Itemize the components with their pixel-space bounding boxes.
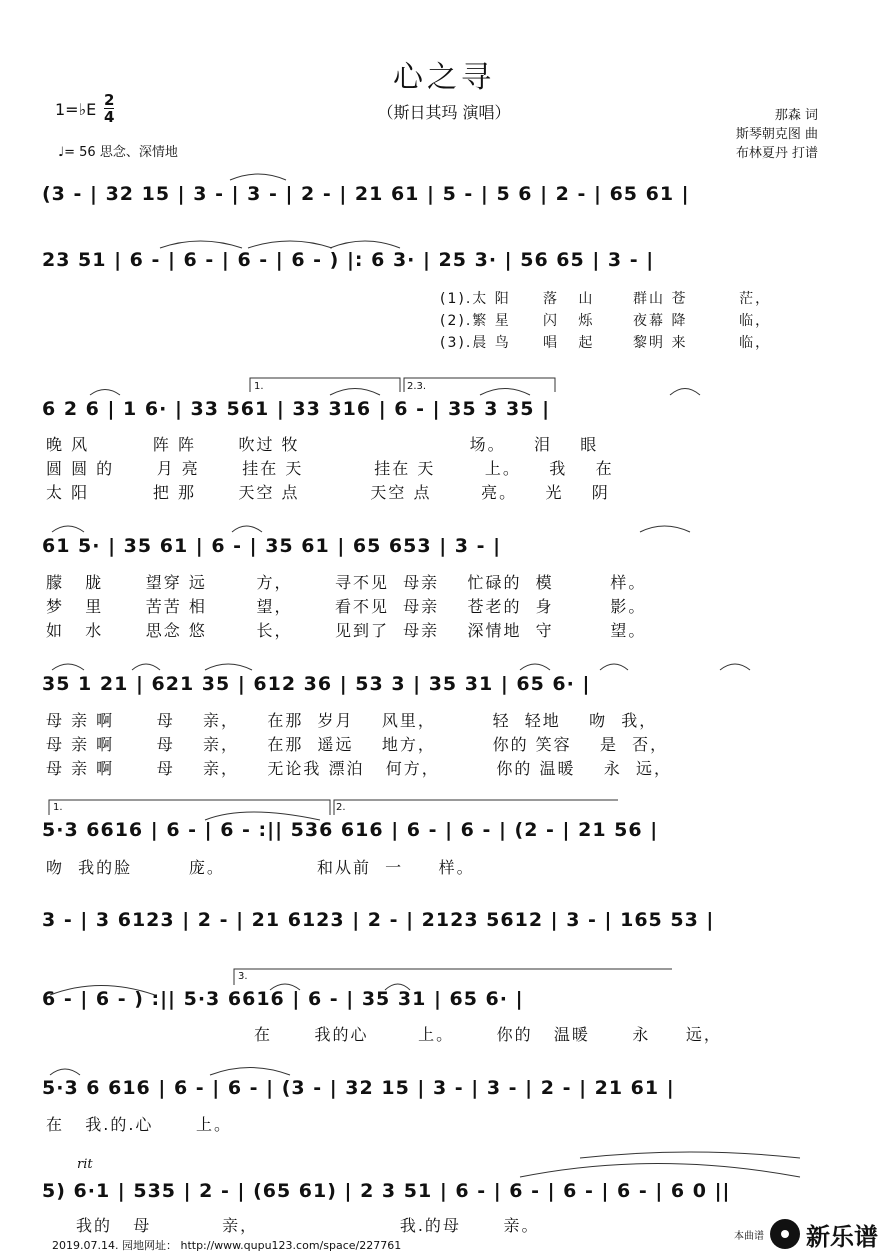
slur (210, 1068, 290, 1076)
slur (50, 986, 155, 996)
notation-row-1: (3 - | 32 15 | 3 - | 3 - | 2 - | 21 61 | 5 - | 5 6 | 2 - | 65 61 | (42, 183, 690, 205)
lyric-row-4-verse-2: 梦 里 苦苦 相 望， 看不见 母亲 苍老的 身 影。 (46, 597, 647, 616)
slur (205, 812, 320, 820)
slur (600, 664, 628, 670)
slur (50, 1069, 80, 1075)
slur (90, 390, 120, 396)
slur (330, 389, 380, 396)
volta-bracket-1 (250, 378, 555, 392)
slur (52, 664, 84, 670)
logo-caption: 本曲谱 (734, 1230, 764, 1242)
lyricist-credit: 那森 词 (774, 108, 818, 123)
lyric-row-5-verse-1: 母 亲 啊 母 亲， 在那 岁月 风里， 轻 轻地 吻 我， (46, 711, 658, 730)
slur (248, 241, 332, 248)
lyric-row-5-verse-2: 母 亲 啊 母 亲， 在那 遥远 地方， 你的 笑容 是 否， (46, 735, 669, 754)
key-signature: 1=♭E (55, 100, 97, 119)
notation-row-8: 6 - | 6 - ) :|| 5·3 6616 | 6 - | 35 31 | 65 6· | (42, 988, 524, 1010)
meter-top: 2 (104, 91, 115, 109)
lyric-row-3-verse-1: 晚 风 阵 阵 吹过 牧 场。 泪 眼 (46, 435, 599, 454)
site-logo (734, 1216, 878, 1252)
slur (385, 984, 410, 990)
song-title: 心之寻 (393, 60, 495, 95)
footer-website[interactable]: 2019.07.14. 园地网址： http://www.qupu123.com/space/227761 (52, 1239, 402, 1252)
slur (330, 241, 400, 248)
volta-bracket-2 (49, 800, 618, 815)
slur (132, 664, 160, 670)
slur (205, 664, 252, 670)
lyric-row-3-verse-2: 圆 圆 的 月 亮 挂在 天 挂在 天 上。 我 在 (46, 459, 614, 478)
lyric-row-3-verse-3: 太 阳 把 那 天空 点 天空 点 亮。 光 阴 (46, 483, 610, 502)
volta-second-ending-a: 2.3. (407, 381, 427, 392)
ritardando-marking: rit (77, 1157, 93, 1172)
slur (720, 664, 750, 670)
performer-subtitle: （斯日其玛 演唱） (377, 103, 511, 122)
lyric-intro-verse-2: (2).繁 星 闪 烁 夜幕 降 临， (440, 313, 772, 329)
volta-second-ending-b: 2. (336, 802, 346, 813)
lyric-row-10: 我的 母 亲， 我.的母 亲。 (76, 1216, 540, 1235)
notation-row-7: 3 - | 3 6123 | 2 - | 21 6123 | 2 - | 2123 5612 | 3 - | 165 53 | (42, 909, 715, 931)
slur (580, 1152, 800, 1158)
lyric-row-5-verse-3: 母 亲 啊 母 亲， 无论我 漂泊 何方， 你的 温暖 永 远， (46, 759, 673, 778)
slur (160, 241, 242, 248)
notation-row-2: 23 51 | 6 - | 6 - | 6 - | 6 - ) |: 6 3· | 25 3· | 56 65 | 3 - | (42, 249, 655, 271)
notation-row-3: 6 2 6 | 1 6· | 33 561 | 33 316 | 6 - | 35 3 35 | (42, 398, 551, 420)
volta-first-ending-a: 1. (254, 381, 264, 392)
slur (640, 526, 690, 532)
lyric-row-4-verse-1: 朦 胧 望穿 远 方， 寻不见 母亲 忙碌的 模 样。 (46, 573, 647, 592)
lyric-intro-verse-1: (1).太 阳 落 山 群山 苍 茫， (440, 291, 772, 307)
record-icon (770, 1219, 800, 1249)
slur (520, 664, 550, 670)
logo-text: 新乐谱 (806, 1222, 878, 1251)
lyric-row-4-verse-3: 如 水 思念 悠 长， 见到了 母亲 深情地 守 望。 (46, 621, 647, 640)
lyric-intro-verse-3: (3).晨 鸟 唱 起 黎明 来 临， (440, 335, 772, 351)
tempo-marking: ♩= 56 思念、深情地 (58, 145, 178, 160)
lyric-row-9: 在 我.的.心 上。 (46, 1115, 232, 1134)
volta-third-ending: 3. (238, 971, 248, 982)
composer-credit: 斯琴朝克图 曲 (735, 127, 818, 142)
notation-row-10: 5) 6·1 | 535 | 2 - | (65 61) | 2 3 51 | 6 - | 6 - | 6 - | 6 - | 6 0 || (42, 1180, 731, 1202)
meter-bottom: 4 (104, 108, 115, 126)
slur (270, 984, 300, 990)
slur (232, 526, 262, 532)
slur (480, 389, 530, 396)
lyric-row-8: 在 我的心 上。 你的 温暖 永 远， (254, 1025, 722, 1044)
notation-row-6: 5·3 6616 | 6 - | 6 - :|| 536 616 | 6 - | 6 - | (2 - | 21 56 | (42, 819, 659, 841)
slur (230, 174, 286, 180)
notation-row-9: 5·3 6 616 | 6 - | 6 - | (3 - | 32 15 | 3 - | 3 - | 2 - | 21 61 | (42, 1077, 675, 1099)
volta-first-ending-b: 1. (53, 802, 63, 813)
volta-bracket-3 (234, 969, 672, 985)
slur (52, 526, 84, 532)
transcriber-credit: 布林夏丹 打谱 (735, 146, 818, 161)
lyric-row-6: 吻 我的脸 庞。 和从前 一 样。 (46, 858, 475, 877)
slur (670, 389, 700, 396)
slur (520, 1164, 800, 1178)
notation-row-4: 61 5· | 35 61 | 6 - | 35 61 | 65 653 | 3 - | (42, 535, 502, 557)
notation-row-5: 35 1 21 | 621 35 | 612 36 | 53 3 | 35 31 | 65 6· | (42, 673, 591, 695)
